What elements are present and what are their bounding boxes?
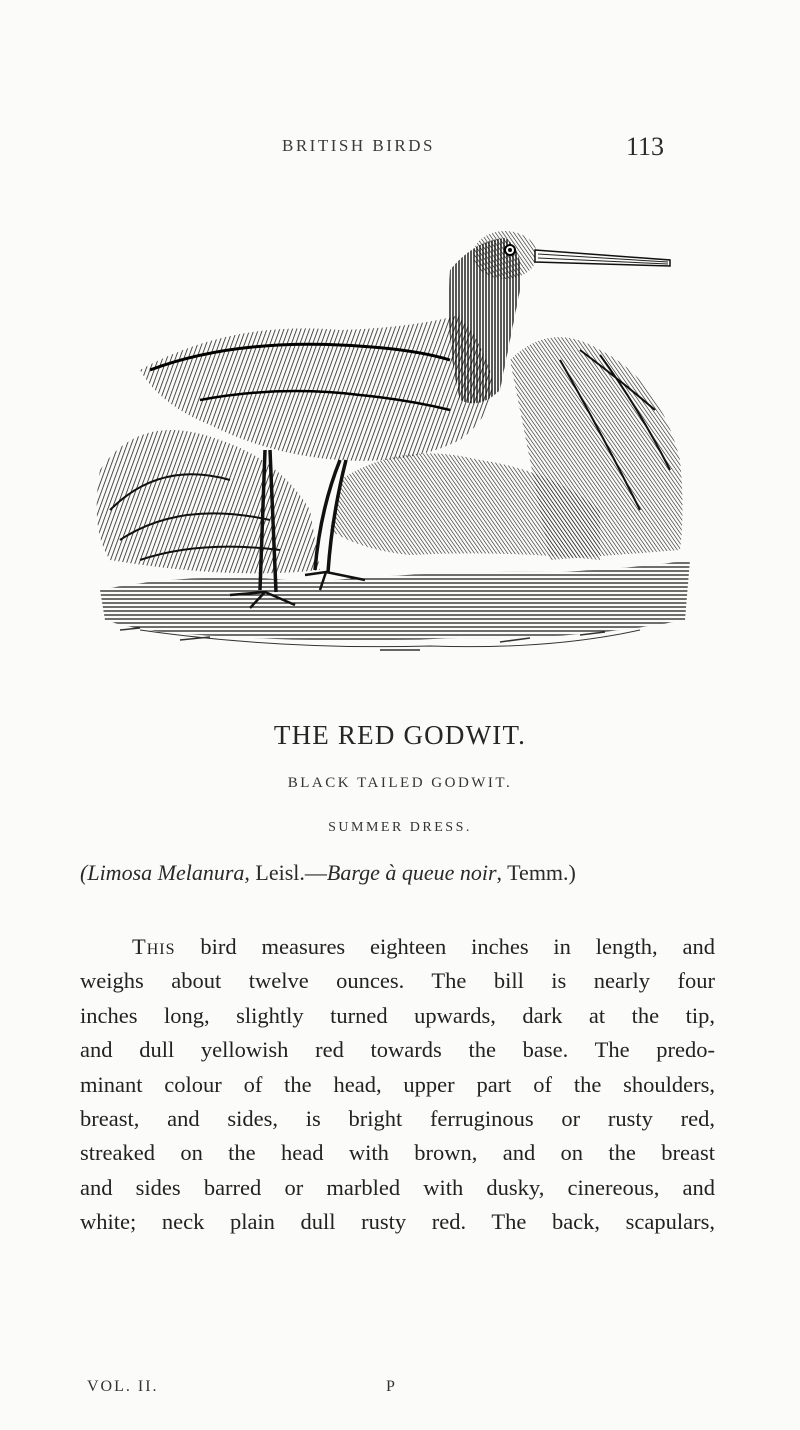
french-name: Barge à queue noir [326,860,497,885]
synonymy-line [80,860,720,886]
text-line: inches long, slightly turned upwards, dark at the tip, [80,1002,715,1028]
text-line: minant colour of the head, upper part of the shoulders, [80,1071,715,1097]
alternate-name: BLACK TAILED GODWIT. [287,775,513,791]
text-line [80,930,715,964]
authority-leisl: , Leisl.— [244,860,327,885]
text-line: and sides barred or marbled with dusky, cinereous, and [80,1174,715,1200]
plumage-label: SUMMER DRESS. [328,820,472,835]
lead-word: This [132,934,176,959]
text-line: breast, and sides, is bright ferruginous or rusty red, [80,1105,715,1131]
page-number: 113 [626,132,665,161]
running-title: BRITISH BIRDS [282,136,435,155]
plate-caption: THE RED GODWIT. [273,720,527,750]
description-paragraph [80,930,715,1240]
text-line-content: bird measures eighteen inches in length, and [175,934,715,959]
text-line: streaked on the head with brown, and on the breast [80,1140,715,1166]
authority-temm: , Temm.) [496,860,576,885]
text-line: white; neck plain dull rusty red. The back, scapulars, [80,1209,715,1235]
synonym-open-paren: ( [80,860,88,885]
latin-name: Limosa Melanura [87,860,245,885]
signature-mark: P [386,1378,395,1395]
godwit-engraving [80,210,700,690]
volume-label: VOL. II. [87,1378,159,1395]
text-line: weighs about twelve ounces. The bill is nearly four [80,968,715,994]
page-footer [0,1378,800,1402]
text-line: and dull yellowish red towards the base. The predo- [80,1037,715,1063]
running-head [0,132,800,166]
